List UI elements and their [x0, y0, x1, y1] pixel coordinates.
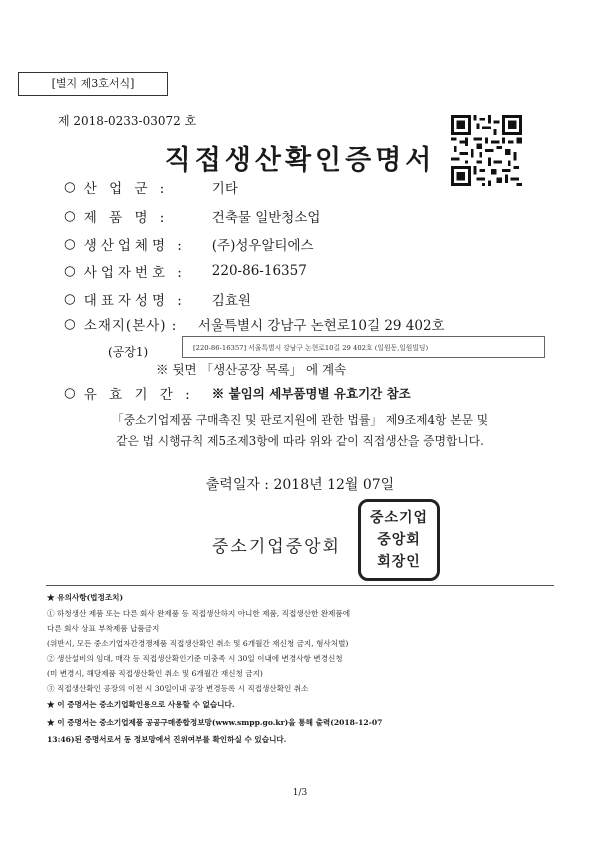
bullet-icon: ○	[64, 385, 76, 401]
bullet-icon: ○	[64, 316, 76, 332]
notice-line: ③ 직접생산확인 공장의 이전 시 30일이내 공장 변경등록 시 직접생산확인 취소	[47, 684, 309, 693]
notice-section	[47, 589, 557, 748]
notice-line: 13:46)된 증명서로서 동 정보망에서 진위여부를 확인하실 수 있습니다.	[47, 735, 287, 744]
notice-line: ★ 이 증명서는 중소기업제품 공공구매종합정보망(www.smpp.go.kr)을 통해 출력(2018-12-07	[47, 718, 383, 727]
field-value: 김효원	[211, 293, 251, 309]
field-row-product	[64, 205, 320, 227]
divider	[46, 585, 554, 586]
statement-line: 같은 법 시행규칙 제5조제3항에 따라 위와 같이 직접생산을 증명합니다.	[116, 434, 484, 448]
output-date: 출력일자 : 2018년 12월 07일	[205, 477, 395, 493]
qr-code-icon	[451, 115, 522, 186]
field-row-company	[64, 233, 314, 255]
official-seal	[358, 499, 440, 581]
field-label: 소재지(본사) :	[83, 318, 178, 334]
notice-line: ★ 유의사항(법정조치)	[47, 593, 124, 602]
field-value: (주)성우알티에스	[211, 238, 314, 254]
issuer-name: 중소기업중앙회	[212, 537, 341, 557]
bullet-icon: ○	[64, 236, 76, 252]
page-title: 직접생산확인증명서	[164, 145, 436, 176]
notice-line: ② 생산설비의 임대, 매각 등 직접생산확인기준 미충족 시 30일 이내에 변경사항 변경신청	[47, 654, 343, 663]
certification-statement	[70, 410, 530, 452]
certificate-number: 제 2018-0233-03072 호	[58, 114, 197, 128]
notice-line: ① 하청생산 제품 또는 다른 회사 완제품 등 직접생산하지 아니한 제품, 직접생산한 완제품에	[47, 609, 351, 618]
field-value: 서울특별시 강남구 논현로10길 29 402호	[197, 318, 445, 334]
bullet-icon: ○	[64, 263, 76, 279]
field-label: 제 품 명 :	[83, 210, 169, 226]
factory-address-box: [220-86-16357] 서울특별시 강남구 논현로10길 29 402호 (일원동,일원빌딩)	[182, 336, 545, 358]
notice-line: (미 변경시, 해당제품 직접생산확인 취소 및 6개월간 재신청 금지)	[47, 669, 263, 678]
seal-text: 중앙회	[377, 532, 421, 548]
field-label: 사업자번호 :	[83, 265, 186, 281]
bullet-icon: ○	[64, 208, 76, 224]
field-row-business-number	[64, 260, 307, 282]
statement-line: 「중소기업제품 구매촉진 및 판로지원에 관한 법률」 제9조제4항 본문 및	[111, 413, 489, 427]
factory-label: (공장1)	[108, 345, 149, 359]
field-value: 기타	[211, 181, 238, 197]
field-value: ※ 붙임의 세부품명별 유효기간 참조	[211, 386, 411, 401]
notice-line: (위반시, 모든 중소기업자간경쟁제품 직접생산확인 취소 및 6개월간 재신청 금지, 형사처벌)	[47, 639, 349, 648]
seal-text: 회장인	[377, 554, 421, 570]
notice-line: ★ 이 증명서는 중소기업확인용으로 사용할 수 없습니다.	[47, 700, 235, 709]
field-label: 생산업체명 :	[83, 238, 186, 254]
field-row-representative	[64, 288, 251, 310]
field-value: 건축물 일반청소업	[211, 210, 321, 226]
field-value: 220-86-16357	[211, 263, 307, 279]
field-row-industry	[64, 176, 238, 198]
continued-note: ※ 뒷면 「생산공장 목록」 에 계속	[156, 362, 347, 377]
bullet-icon: ○	[64, 179, 76, 195]
field-row-validity	[64, 382, 411, 404]
notice-line: 다른 회사 상표 부착제품 납품금지	[47, 624, 160, 633]
field-label: 대표자성명 :	[83, 293, 186, 309]
field-label: 산 업 군 :	[83, 181, 169, 197]
form-number-tag: [별지 제3호서식]	[18, 72, 168, 96]
page-number: 1/3	[292, 788, 308, 798]
bullet-icon: ○	[64, 291, 76, 307]
field-label: 유 효 기 간 :	[83, 387, 194, 403]
seal-text: 중소기업	[369, 510, 429, 526]
field-row-address	[64, 313, 445, 335]
